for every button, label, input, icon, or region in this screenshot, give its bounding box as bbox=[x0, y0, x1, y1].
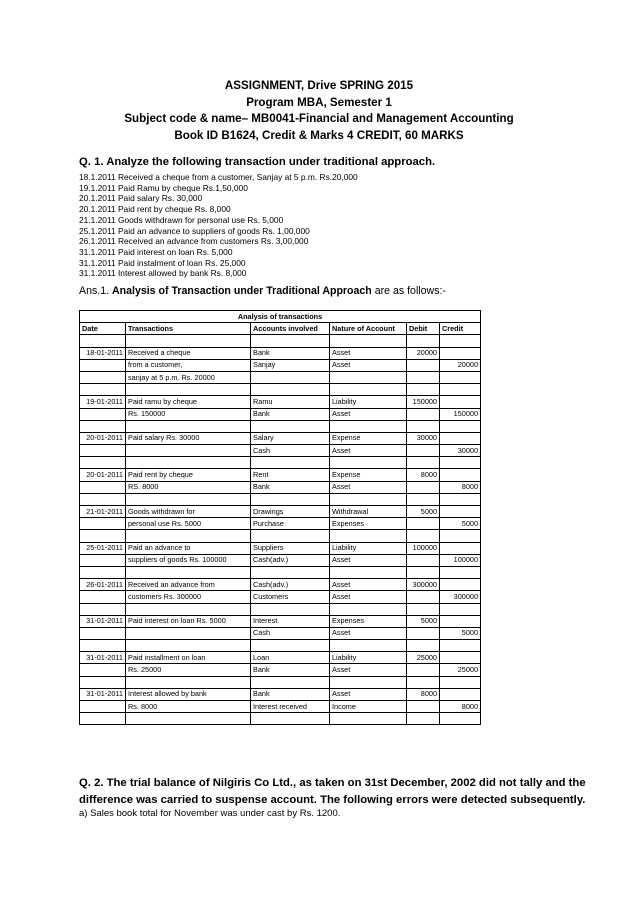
transaction-cell bbox=[126, 493, 251, 505]
account-cell bbox=[251, 566, 330, 578]
debit-cell bbox=[407, 627, 440, 639]
date-cell: 25-01-2011 bbox=[80, 542, 126, 554]
table-row bbox=[80, 420, 481, 432]
table-row bbox=[80, 347, 481, 359]
table-title: Analysis of transactions bbox=[80, 311, 481, 323]
header-date: Date bbox=[80, 323, 126, 335]
date-cell bbox=[80, 676, 126, 688]
date-cell: 31-01-2011 bbox=[80, 652, 126, 664]
date-cell bbox=[80, 566, 126, 578]
debit-cell bbox=[407, 371, 440, 383]
answer-1-heading: Analysis of Transaction under Traditional Approach bbox=[111, 285, 372, 297]
transaction-cell: Paid an advance to bbox=[126, 542, 251, 554]
credit-cell: 150000 bbox=[440, 408, 481, 420]
nature-cell: Asset bbox=[330, 445, 407, 457]
debit-cell bbox=[407, 493, 440, 505]
date-cell bbox=[80, 371, 126, 383]
nature-cell bbox=[330, 371, 407, 383]
date-cell: 31-01-2011 bbox=[80, 688, 126, 700]
credit-cell: 8000 bbox=[440, 701, 481, 713]
date-cell bbox=[80, 481, 126, 493]
nature-cell: Asset bbox=[330, 664, 407, 676]
transaction-cell: sanjay at 5 p.m. Rs. 20000 bbox=[126, 371, 251, 383]
credit-cell bbox=[440, 493, 481, 505]
date-cell: 31-01-2011 bbox=[80, 615, 126, 627]
transaction-cell bbox=[126, 640, 251, 652]
debit-cell bbox=[407, 603, 440, 615]
header-line-3: Subject code & name– MB0041-Financial and Management Accounting bbox=[124, 112, 514, 125]
table-row bbox=[80, 713, 481, 725]
nature-cell: Asset bbox=[330, 554, 407, 566]
transaction-item: 31.1.2011 Paid instalment of loan Rs. 25,000 bbox=[79, 257, 246, 268]
account-cell bbox=[251, 420, 330, 432]
account-cell bbox=[251, 371, 330, 383]
table-row bbox=[80, 457, 481, 469]
debit-cell bbox=[407, 664, 440, 676]
account-cell: Suppliers bbox=[251, 542, 330, 554]
transaction-cell: RS. 8000 bbox=[126, 481, 251, 493]
nature-cell: Expense bbox=[330, 432, 407, 444]
transaction-cell bbox=[126, 445, 251, 457]
account-cell bbox=[251, 530, 330, 542]
account-cell bbox=[251, 713, 330, 725]
credit-cell bbox=[440, 713, 481, 725]
account-cell: Bank bbox=[251, 688, 330, 700]
account-cell: Cash bbox=[251, 445, 330, 457]
credit-cell bbox=[440, 652, 481, 664]
transaction-item: 20.1.2011 Paid salary Rs. 30,000 bbox=[79, 193, 203, 204]
credit-cell bbox=[440, 432, 481, 444]
table-row bbox=[80, 566, 481, 578]
account-cell: Loan bbox=[251, 652, 330, 664]
table-row bbox=[80, 335, 481, 347]
nature-cell: Asset bbox=[330, 579, 407, 591]
nature-cell: Asset bbox=[330, 481, 407, 493]
table-row bbox=[80, 396, 481, 408]
credit-cell: 100000 bbox=[440, 554, 481, 566]
nature-cell: Expenses bbox=[330, 518, 407, 530]
credit-cell: 5000 bbox=[440, 627, 481, 639]
date-cell bbox=[80, 627, 126, 639]
header-transactions: Transactions bbox=[126, 323, 251, 335]
nature-cell bbox=[330, 420, 407, 432]
nature-cell bbox=[330, 603, 407, 615]
credit-cell bbox=[440, 640, 481, 652]
account-cell: Cash(adv.) bbox=[251, 554, 330, 566]
debit-cell: 100000 bbox=[407, 542, 440, 554]
debit-cell bbox=[407, 481, 440, 493]
nature-cell bbox=[330, 335, 407, 347]
account-cell bbox=[251, 676, 330, 688]
account-cell: Bank bbox=[251, 664, 330, 676]
transaction-cell bbox=[126, 420, 251, 432]
debit-cell: 5000 bbox=[407, 506, 440, 518]
question-2-line-2: difference was carried to suspense account. The following errors were detected subsequently. bbox=[79, 793, 586, 806]
debit-cell bbox=[407, 566, 440, 578]
credit-cell bbox=[440, 676, 481, 688]
date-cell bbox=[80, 384, 126, 396]
nature-cell bbox=[330, 640, 407, 652]
transaction-cell bbox=[126, 384, 251, 396]
date-cell: 21-01-2011 bbox=[80, 506, 126, 518]
nature-cell bbox=[330, 676, 407, 688]
transaction-cell: suppliers of goods Rs. 100000 bbox=[126, 554, 251, 566]
account-cell bbox=[251, 640, 330, 652]
transaction-cell: Paid salary Rs. 30000 bbox=[126, 432, 251, 444]
table-row bbox=[80, 652, 481, 664]
nature-cell: Asset bbox=[330, 688, 407, 700]
table-row bbox=[80, 542, 481, 554]
transaction-cell bbox=[126, 713, 251, 725]
header-accounts-involved: Accounts involved bbox=[251, 323, 330, 335]
credit-cell: 20000 bbox=[440, 359, 481, 371]
debit-cell bbox=[407, 713, 440, 725]
date-cell bbox=[80, 359, 126, 371]
transaction-cell: customers Rs. 300000 bbox=[126, 591, 251, 603]
account-cell: Customers bbox=[251, 591, 330, 603]
analysis-table bbox=[79, 310, 481, 725]
nature-cell bbox=[330, 530, 407, 542]
date-cell bbox=[80, 408, 126, 420]
transaction-cell bbox=[126, 566, 251, 578]
nature-cell: Asset bbox=[330, 347, 407, 359]
table-row bbox=[80, 579, 481, 591]
account-cell bbox=[251, 493, 330, 505]
date-cell bbox=[80, 554, 126, 566]
nature-cell bbox=[330, 493, 407, 505]
date-cell bbox=[80, 518, 126, 530]
transaction-cell: Interest allowed by bank bbox=[126, 688, 251, 700]
credit-cell bbox=[440, 615, 481, 627]
table-row bbox=[80, 506, 481, 518]
table-row bbox=[80, 591, 481, 603]
debit-cell bbox=[407, 457, 440, 469]
debit-cell bbox=[407, 384, 440, 396]
debit-cell bbox=[407, 335, 440, 347]
date-cell bbox=[80, 591, 126, 603]
transaction-cell: Received a cheque bbox=[126, 347, 251, 359]
transaction-item: 31.1.2011 Paid interest on loan Rs. 5,000 bbox=[79, 246, 233, 257]
nature-cell: Income bbox=[330, 701, 407, 713]
answer-1-suffix: are as follows:- bbox=[371, 285, 446, 297]
account-cell: Interest bbox=[251, 615, 330, 627]
account-cell: Salary bbox=[251, 432, 330, 444]
credit-cell: 300000 bbox=[440, 591, 481, 603]
transaction-cell: Paid rent by cheque bbox=[126, 469, 251, 481]
date-cell bbox=[80, 603, 126, 615]
account-cell: Rent bbox=[251, 469, 330, 481]
answer-1-prefix: Ans.1. bbox=[79, 285, 112, 297]
question-2-item-a: a) Sales book total for November was under cast by Rs. 1200. bbox=[79, 808, 341, 819]
transaction-cell: personal use Rs. 5000 bbox=[126, 518, 251, 530]
header-debit: Debit bbox=[407, 323, 440, 335]
transaction-item: 26.1.2011 Received an advance from customers Rs. 3,00,000 bbox=[79, 236, 309, 247]
debit-cell bbox=[407, 591, 440, 603]
nature-cell: Asset bbox=[330, 591, 407, 603]
debit-cell bbox=[407, 445, 440, 457]
nature-cell: Withdrawal bbox=[330, 506, 407, 518]
nature-cell: Liability bbox=[330, 396, 407, 408]
transaction-cell: Paid installment on loan bbox=[126, 652, 251, 664]
nature-cell: Asset bbox=[330, 627, 407, 639]
date-cell bbox=[80, 713, 126, 725]
account-cell bbox=[251, 603, 330, 615]
credit-cell bbox=[440, 396, 481, 408]
header-line-1: ASSIGNMENT, Drive SPRING 2015 bbox=[224, 79, 414, 92]
credit-cell: 30000 bbox=[440, 445, 481, 457]
debit-cell bbox=[407, 701, 440, 713]
transaction-item: 19.1.2011 Paid Ramu by cheque Rs.1,50,000 bbox=[79, 182, 248, 193]
credit-cell bbox=[440, 566, 481, 578]
account-cell: Sanjay bbox=[251, 359, 330, 371]
table-row bbox=[80, 493, 481, 505]
table-row bbox=[80, 664, 481, 676]
date-cell bbox=[80, 420, 126, 432]
answer-1-intro bbox=[79, 285, 446, 297]
credit-cell bbox=[440, 384, 481, 396]
credit-cell bbox=[440, 469, 481, 481]
account-cell bbox=[251, 457, 330, 469]
date-cell: 19-01-2011 bbox=[80, 396, 126, 408]
debit-cell: 150000 bbox=[407, 396, 440, 408]
debit-cell bbox=[407, 676, 440, 688]
transaction-cell: Rs. 150000 bbox=[126, 408, 251, 420]
account-cell: Bank bbox=[251, 347, 330, 359]
date-cell bbox=[80, 445, 126, 457]
nature-cell bbox=[330, 384, 407, 396]
table-row bbox=[80, 627, 481, 639]
transaction-cell bbox=[126, 335, 251, 347]
table-title-row bbox=[80, 311, 481, 323]
credit-cell bbox=[440, 506, 481, 518]
date-cell bbox=[80, 530, 126, 542]
transaction-cell bbox=[126, 627, 251, 639]
debit-cell: 8000 bbox=[407, 469, 440, 481]
transaction-cell: Paid interest on loan Rs. 5000 bbox=[126, 615, 251, 627]
transaction-item: 20.1.2011 Paid rent by cheque Rs. 8,000 bbox=[79, 204, 231, 215]
account-cell: Drawings bbox=[251, 506, 330, 518]
table-row bbox=[80, 481, 481, 493]
table-row bbox=[80, 615, 481, 627]
header-line-4: Book ID B1624, Credit & Marks 4 CREDIT, 60 MARKS bbox=[174, 128, 464, 142]
account-cell: Bank bbox=[251, 481, 330, 493]
transaction-item: 21.1.2011 Goods withdrawn for personal use Rs. 5,000 bbox=[79, 214, 284, 225]
debit-cell bbox=[407, 359, 440, 371]
table-row bbox=[80, 432, 481, 444]
table-row bbox=[80, 469, 481, 481]
table-row bbox=[80, 688, 481, 700]
date-cell bbox=[80, 335, 126, 347]
transaction-cell bbox=[126, 603, 251, 615]
credit-cell bbox=[440, 542, 481, 554]
transaction-cell: Paid ramu by cheque bbox=[126, 396, 251, 408]
table-row bbox=[80, 640, 481, 652]
table-row bbox=[80, 384, 481, 396]
credit-cell bbox=[440, 603, 481, 615]
credit-cell bbox=[440, 579, 481, 591]
table-row bbox=[80, 530, 481, 542]
date-cell bbox=[80, 457, 126, 469]
analysis-table-wrapper bbox=[79, 310, 480, 725]
transaction-cell: Rs. 25000 bbox=[126, 664, 251, 676]
date-cell: 20-01-2011 bbox=[80, 432, 126, 444]
credit-cell bbox=[440, 688, 481, 700]
debit-cell: 30000 bbox=[407, 432, 440, 444]
nature-cell: Liability bbox=[330, 652, 407, 664]
table-row bbox=[80, 359, 481, 371]
account-cell: Bank bbox=[251, 408, 330, 420]
table-row bbox=[80, 603, 481, 615]
transaction-cell: Rs. 8000 bbox=[126, 701, 251, 713]
table-row bbox=[80, 445, 481, 457]
account-cell: Cash(adv.) bbox=[251, 579, 330, 591]
nature-cell bbox=[330, 566, 407, 578]
table-row bbox=[80, 676, 481, 688]
account-cell bbox=[251, 384, 330, 396]
date-cell: 20-01-2011 bbox=[80, 469, 126, 481]
debit-cell: 300000 bbox=[407, 579, 440, 591]
account-cell: Purchase bbox=[251, 518, 330, 530]
nature-cell bbox=[330, 713, 407, 725]
table-row bbox=[80, 518, 481, 530]
nature-cell: Liability bbox=[330, 542, 407, 554]
account-cell bbox=[251, 335, 330, 347]
credit-cell bbox=[440, 420, 481, 432]
debit-cell: 20000 bbox=[407, 347, 440, 359]
transaction-list bbox=[79, 172, 358, 279]
transaction-cell: from a customer, bbox=[126, 359, 251, 371]
account-cell: Ramu bbox=[251, 396, 330, 408]
table-row bbox=[80, 554, 481, 566]
header-credit: Credit bbox=[440, 323, 481, 335]
transaction-cell: Goods withdrawn for bbox=[126, 506, 251, 518]
transaction-cell bbox=[126, 457, 251, 469]
nature-cell: Expense bbox=[330, 469, 407, 481]
credit-cell bbox=[440, 347, 481, 359]
question-1-title: Q. 1. Analyze the following transaction under traditional approach. bbox=[79, 156, 436, 168]
debit-cell bbox=[407, 518, 440, 530]
date-cell bbox=[80, 640, 126, 652]
nature-cell bbox=[330, 457, 407, 469]
account-cell: Interest received bbox=[251, 701, 330, 713]
debit-cell bbox=[407, 640, 440, 652]
table-row bbox=[80, 371, 481, 383]
transaction-cell bbox=[126, 676, 251, 688]
header-line-2: Program MBA, Semester 1 bbox=[246, 95, 392, 109]
table-header-row bbox=[80, 323, 481, 335]
nature-cell: Asset bbox=[330, 359, 407, 371]
credit-cell: 25000 bbox=[440, 664, 481, 676]
debit-cell bbox=[407, 554, 440, 566]
debit-cell: 8000 bbox=[407, 688, 440, 700]
date-cell bbox=[80, 664, 126, 676]
debit-cell bbox=[407, 408, 440, 420]
credit-cell: 5000 bbox=[440, 518, 481, 530]
date-cell: 26-01-2011 bbox=[80, 579, 126, 591]
nature-cell: Asset bbox=[330, 408, 407, 420]
transaction-cell: Received an advance from bbox=[126, 579, 251, 591]
table-row bbox=[80, 408, 481, 420]
question-2-text bbox=[79, 775, 586, 808]
assignment-header bbox=[0, 78, 638, 144]
question-2-line-1: Q. 2. The trial balance of Nilgiris Co Ltd., as taken on 31st December, 2002 did not tally and the bbox=[79, 777, 586, 789]
debit-cell: 25000 bbox=[407, 652, 440, 664]
table-row bbox=[80, 701, 481, 713]
debit-cell bbox=[407, 530, 440, 542]
debit-cell bbox=[407, 420, 440, 432]
transaction-item: 31.1.2011 Interest allowed by bank Rs. 8,000 bbox=[79, 268, 247, 279]
header-nature-of-account: Nature of Account bbox=[330, 323, 407, 335]
credit-cell bbox=[440, 335, 481, 347]
date-cell: 18-01-2011 bbox=[80, 347, 126, 359]
credit-cell bbox=[440, 530, 481, 542]
transaction-cell bbox=[126, 530, 251, 542]
credit-cell: 8000 bbox=[440, 481, 481, 493]
credit-cell bbox=[440, 457, 481, 469]
nature-cell: Expenses bbox=[330, 615, 407, 627]
credit-cell bbox=[440, 371, 481, 383]
transaction-item: 18.1.2011 Received a cheque from a customer, Sanjay at 5 p.m. Rs.20,000 bbox=[79, 172, 358, 182]
date-cell bbox=[80, 701, 126, 713]
account-cell: Cash bbox=[251, 627, 330, 639]
debit-cell: 5000 bbox=[407, 615, 440, 627]
transaction-item: 25.1.2011 Paid an advance to suppliers of goods Rs. 1,00,000 bbox=[79, 225, 310, 236]
date-cell bbox=[80, 493, 126, 505]
